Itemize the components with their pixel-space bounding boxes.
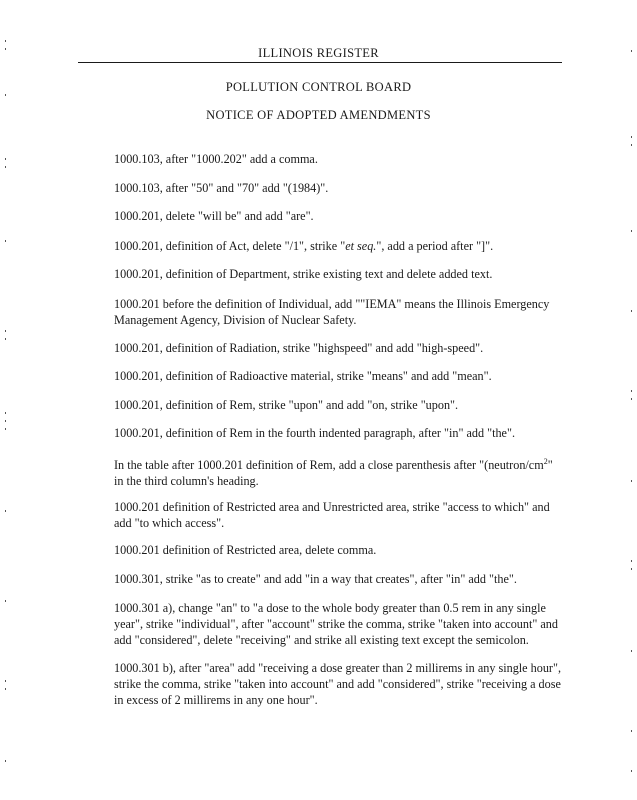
paragraph-text: ", add a period after "]". [376,239,494,253]
italic-text: et seq. [345,239,377,253]
paragraph-text: 1000.201, definition of Act, delete "/1", strike " [114,239,346,253]
amendment-paragraph: 1000.201, definition of Rem in the fourth indented paragraph, after "in" add "the". [114,426,515,440]
amendment-paragraph: 1000.201, definition of Rem, strike "upon" and add "on, strike "upon". [114,398,459,412]
amendment-paragraph: 1000.201 before the definition of Individual, add ""IEMA" means the Illinois Emergency Management Agency, Division of Nuclear Safety. [114,297,550,327]
amendment-paragraph: 1000.201 definition of Restricted area, delete comma. [114,543,377,557]
amendment-paragraph: 1000.301, strike "as to create" and add "in a way that creates", after "in" add "the". [114,572,517,586]
board-title: POLLUTION CONTROL BOARD [225,80,412,94]
left-margin-scan-marks [5,40,7,780]
right-margin-scan-marks [631,40,633,780]
amendment-paragraph [114,454,564,489]
amendment-paragraph: 1000.103, after "1000.202" add a comma. [114,152,318,166]
amendment-paragraph: 1000.201 definition of Restricted area and Unrestricted area, strike "access to which" and add "to which access". [114,500,550,530]
register-title: ILLINOIS REGISTER [258,46,379,60]
amendment-paragraph: 1000.301 a), change "an" to "a dose to the whole body greater than 0.5 rem in any single year", strike "individual", after "account" strike the comma, strike "taken into account" and add "considered", delete "receiving" and strike all existing text except the semicolon. [114,601,558,647]
amendment-paragraph: 1000.103, after "50" and "70" add "(1984)". [114,181,329,195]
header-rule [78,62,562,63]
paragraph-text: In the table after 1000.201 definition of Rem, add a close parenthesis after "(neutron/cm [114,458,544,473]
amendment-paragraph: 1000.201, definition of Department, strike existing text and delete added text. [114,267,493,281]
amendment-paragraph: 1000.201, definition of Radiation, strike "highspeed" and add "high-speed". [114,341,484,355]
notice-title: NOTICE OF ADOPTED AMENDMENTS [206,108,431,122]
amendment-paragraph: 1000.301 b), after "area" add "receiving a dose greater than 2 millirems in any single hour", strike the comma, strike "taken into account" and add "considered", strike "receiving a dose in excess of 2 millirems in any one hour". [114,661,561,707]
amendment-paragraph: 1000.201, delete "will be" and add "are". [114,209,314,223]
paragraph-text: " in the third column's heading. [114,458,553,489]
superscript-text: 2 [543,457,548,466]
amendment-paragraph [114,238,564,254]
amendment-paragraph: 1000.201, definition of Radioactive material, strike "means" and add "mean". [114,369,492,383]
